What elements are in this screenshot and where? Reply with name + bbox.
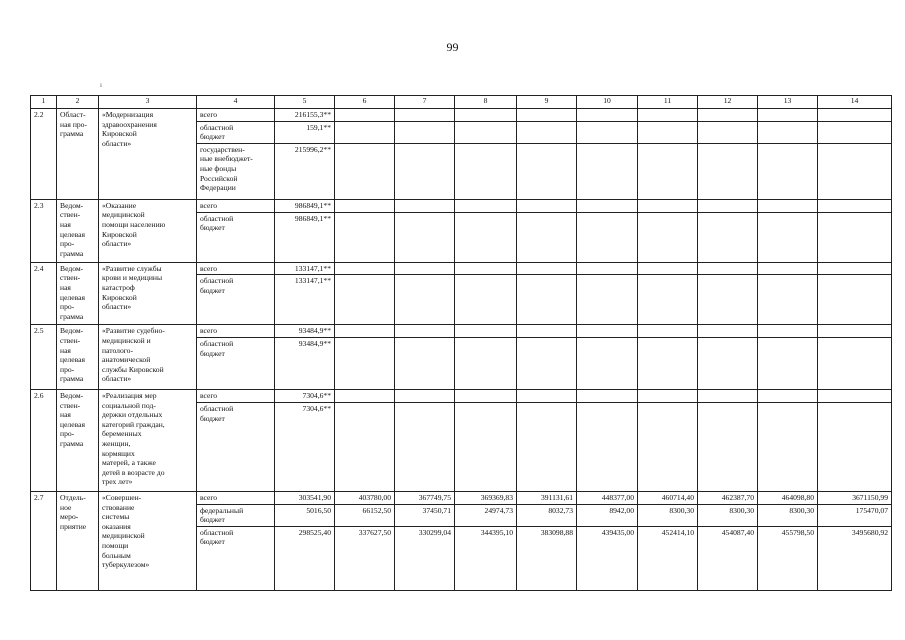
value-cell <box>818 143 892 199</box>
value-cell <box>698 337 758 389</box>
value-cell <box>335 337 395 389</box>
value-cell <box>395 199 455 212</box>
value-cell: 391131,61 <box>517 491 577 504</box>
value-cell <box>577 109 638 122</box>
value-cell <box>455 143 517 199</box>
value-cell <box>395 275 455 325</box>
value-cell <box>335 143 395 199</box>
value-cell <box>818 337 892 389</box>
value-cell: 439435,00 <box>577 526 638 590</box>
funding-source: областной бюджет <box>197 402 275 491</box>
funding-source: всего <box>197 389 275 402</box>
value-cell <box>818 109 892 122</box>
value-cell: 367749,75 <box>395 491 455 504</box>
value-cell <box>638 325 698 338</box>
value-cell <box>638 121 698 143</box>
value-cell <box>698 275 758 325</box>
value-cell <box>698 262 758 275</box>
value-cell <box>758 109 818 122</box>
column-number: 8 <box>455 96 517 109</box>
funding-source: всего <box>197 109 275 122</box>
value-cell: 298525,40 <box>275 526 335 590</box>
value-cell <box>758 143 818 199</box>
value-cell: 337627,50 <box>335 526 395 590</box>
table-row <box>31 262 892 275</box>
column-number-row <box>31 96 892 109</box>
value-cell: 986849,1** <box>275 212 335 262</box>
funding-source: всего <box>197 491 275 504</box>
value-cell <box>638 109 698 122</box>
value-cell <box>698 109 758 122</box>
value-cell <box>638 389 698 402</box>
value-cell: 452414,10 <box>638 526 698 590</box>
value-cell <box>395 389 455 402</box>
value-cell <box>517 199 577 212</box>
value-cell <box>395 337 455 389</box>
value-cell <box>395 325 455 338</box>
value-cell <box>577 121 638 143</box>
funding-source: всего <box>197 199 275 212</box>
value-cell <box>517 402 577 491</box>
value-cell <box>638 212 698 262</box>
table-row <box>31 491 892 504</box>
value-cell <box>818 402 892 491</box>
value-cell <box>517 212 577 262</box>
program-type: Ведом- ствен- ная целевая про- грамма <box>57 262 99 325</box>
value-cell: 175470,07 <box>818 504 892 526</box>
program-name: «Модернизация здравоохранения Кировской области» <box>99 109 197 200</box>
value-cell: 7304,6** <box>275 402 335 491</box>
value-cell <box>698 402 758 491</box>
funding-source: областной бюджет <box>197 212 275 262</box>
row-id: 2.3 <box>31 199 57 262</box>
value-cell <box>818 275 892 325</box>
value-cell <box>335 262 395 275</box>
value-cell <box>818 199 892 212</box>
value-cell <box>818 212 892 262</box>
value-cell: 8300,30 <box>698 504 758 526</box>
column-number: 2 <box>57 96 99 109</box>
column-number: 14 <box>818 96 892 109</box>
row-id: 2.5 <box>31 325 57 390</box>
value-cell: 369369,83 <box>455 491 517 504</box>
column-number: 4 <box>197 96 275 109</box>
value-cell <box>455 109 517 122</box>
value-cell: 383098,88 <box>517 526 577 590</box>
value-cell <box>517 389 577 402</box>
program-name: «Оказание медицинской помощи населению Кировской области» <box>99 199 197 262</box>
value-cell: 133147,1** <box>275 262 335 275</box>
program-name: «Развитие судебно- медицинской и патолого- анатомической службы Кировской области» <box>99 325 197 390</box>
value-cell: 8942,00 <box>577 504 638 526</box>
value-cell: 93484,9** <box>275 337 335 389</box>
value-cell: 37450,71 <box>395 504 455 526</box>
value-cell <box>395 402 455 491</box>
table-row <box>31 325 892 338</box>
value-cell <box>335 212 395 262</box>
value-cell <box>698 212 758 262</box>
program-type: Ведом- ствен- ная целевая про- грамма <box>57 199 99 262</box>
value-cell: 215996,2** <box>275 143 335 199</box>
column-number: 3 <box>99 96 197 109</box>
value-cell <box>455 262 517 275</box>
value-cell <box>517 121 577 143</box>
scan-tick-mark: ı <box>100 81 102 89</box>
value-cell <box>758 212 818 262</box>
value-cell <box>395 143 455 199</box>
value-cell <box>577 212 638 262</box>
column-number: 7 <box>395 96 455 109</box>
value-cell: 303541,90 <box>275 491 335 504</box>
funding-source: областной бюджет <box>197 337 275 389</box>
program-name: «Совершен- ствование системы оказания медицинской помощи больным туберкулезом» <box>99 491 197 590</box>
value-cell <box>455 389 517 402</box>
value-cell <box>638 402 698 491</box>
value-cell: 8032,73 <box>517 504 577 526</box>
value-cell <box>758 389 818 402</box>
funding-source: всего <box>197 262 275 275</box>
value-cell: 159,1** <box>275 121 335 143</box>
value-cell <box>335 275 395 325</box>
funding-source: государствен- ные внебюджет- ные фонды Российской Федерации <box>197 143 275 199</box>
value-cell: 8300,30 <box>638 504 698 526</box>
value-cell: 454087,40 <box>698 526 758 590</box>
value-cell <box>455 121 517 143</box>
value-cell <box>577 337 638 389</box>
table-row <box>31 109 892 122</box>
value-cell <box>577 262 638 275</box>
column-number: 11 <box>638 96 698 109</box>
value-cell <box>395 121 455 143</box>
value-cell: 66152,50 <box>335 504 395 526</box>
value-cell <box>758 262 818 275</box>
column-number: 1 <box>31 96 57 109</box>
value-cell <box>577 199 638 212</box>
funding-source: всего <box>197 325 275 338</box>
value-cell <box>577 389 638 402</box>
column-number: 13 <box>758 96 818 109</box>
value-cell <box>818 389 892 402</box>
row-id: 2.7 <box>31 491 57 590</box>
value-cell <box>698 143 758 199</box>
row-id: 2.6 <box>31 389 57 491</box>
value-cell <box>638 275 698 325</box>
value-cell <box>335 199 395 212</box>
value-cell: 344395,10 <box>455 526 517 590</box>
value-cell <box>638 337 698 389</box>
value-cell: 7304,6** <box>275 389 335 402</box>
value-cell: 133147,1** <box>275 275 335 325</box>
funding-source: областной бюджет <box>197 121 275 143</box>
value-cell: 455798,50 <box>758 526 818 590</box>
value-cell <box>517 143 577 199</box>
value-cell: 448377,00 <box>577 491 638 504</box>
program-type: Ведом- ствен- ная целевая про- грамма <box>57 325 99 390</box>
column-number: 12 <box>698 96 758 109</box>
table-row <box>31 199 892 212</box>
value-cell <box>455 199 517 212</box>
value-cell <box>455 337 517 389</box>
value-cell: 8300,30 <box>758 504 818 526</box>
value-cell <box>517 325 577 338</box>
value-cell: 403780,00 <box>335 491 395 504</box>
value-cell <box>698 389 758 402</box>
value-cell: 3495680,92 <box>818 526 892 590</box>
value-cell: 462387,70 <box>698 491 758 504</box>
value-cell <box>758 325 818 338</box>
value-cell: 24974,73 <box>455 504 517 526</box>
value-cell <box>758 337 818 389</box>
column-number: 6 <box>335 96 395 109</box>
value-cell: 3671150,99 <box>818 491 892 504</box>
value-cell: 330299,04 <box>395 526 455 590</box>
value-cell <box>818 262 892 275</box>
value-cell <box>577 325 638 338</box>
value-cell <box>335 109 395 122</box>
value-cell: 5016,50 <box>275 504 335 526</box>
value-cell <box>638 199 698 212</box>
value-cell <box>638 262 698 275</box>
budget-table <box>30 95 892 591</box>
program-name: «Реализация мер социальной под- держки отдельных категорий граждан, беременных женщин, кормящих матерей, а также детей в возрасте до трех лет» <box>99 389 197 491</box>
value-cell <box>758 275 818 325</box>
value-cell <box>758 199 818 212</box>
value-cell <box>638 143 698 199</box>
column-number: 5 <box>275 96 335 109</box>
value-cell <box>517 337 577 389</box>
value-cell <box>517 262 577 275</box>
table-row <box>31 389 892 402</box>
page-number: 99 <box>446 40 459 54</box>
funding-source: федеральный бюджет <box>197 504 275 526</box>
value-cell <box>395 212 455 262</box>
value-cell: 464098,80 <box>758 491 818 504</box>
funding-source: областной бюджет <box>197 275 275 325</box>
column-number: 10 <box>577 96 638 109</box>
program-type: Област- ная про- грамма <box>57 109 99 200</box>
value-cell <box>455 212 517 262</box>
value-cell: 460714,40 <box>638 491 698 504</box>
value-cell <box>577 402 638 491</box>
value-cell <box>577 143 638 199</box>
program-type: Ведом- ствен- ная целевая про- грамма <box>57 389 99 491</box>
value-cell <box>698 325 758 338</box>
value-cell <box>455 325 517 338</box>
value-cell: 986849,1** <box>275 199 335 212</box>
column-number: 9 <box>517 96 577 109</box>
value-cell <box>517 275 577 325</box>
value-cell <box>818 121 892 143</box>
value-cell <box>698 199 758 212</box>
value-cell <box>455 402 517 491</box>
row-id: 2.2 <box>31 109 57 200</box>
value-cell <box>395 262 455 275</box>
value-cell <box>335 121 395 143</box>
funding-source: областной бюджет <box>197 526 275 590</box>
row-id: 2.4 <box>31 262 57 325</box>
value-cell <box>517 109 577 122</box>
value-cell <box>335 402 395 491</box>
value-cell <box>577 275 638 325</box>
value-cell <box>335 325 395 338</box>
value-cell: 216155,3** <box>275 109 335 122</box>
value-cell <box>758 402 818 491</box>
value-cell <box>335 389 395 402</box>
value-cell <box>455 275 517 325</box>
value-cell: 93484,9** <box>275 325 335 338</box>
value-cell <box>395 109 455 122</box>
value-cell <box>698 121 758 143</box>
program-type: Отдель- ное меро- приятие <box>57 491 99 590</box>
value-cell <box>818 325 892 338</box>
value-cell <box>758 121 818 143</box>
program-name: «Развитие службы крови и медицины катастроф Кировской области» <box>99 262 197 325</box>
